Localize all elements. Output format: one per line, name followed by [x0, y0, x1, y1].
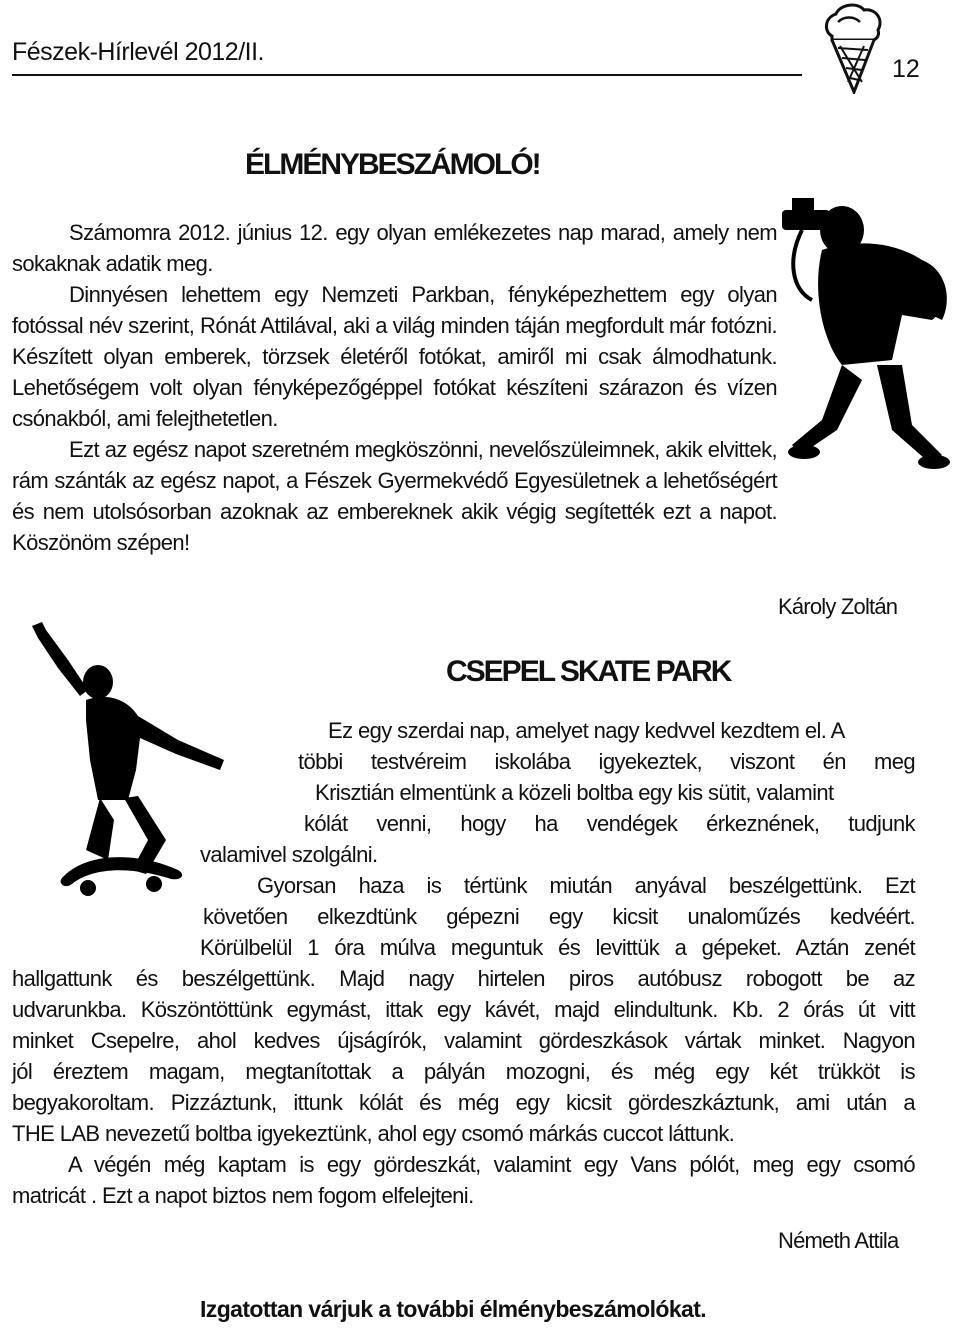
article-line: matricát . Ezt a napot biztos nem fogom elfelejteni.: [12, 1183, 474, 1208]
article-line: minket Csepelre, ahol kedves újságírók, valamint gördeszkások vártak minket. Nagyon: [12, 1028, 915, 1053]
article-line: Krisztián elmentünk a közeli boltba egy kis sütit, valamint: [315, 780, 834, 805]
article-line: udvarunkba. Köszöntöttünk egymást, ittak egy kávét, majd elindultunk. Kb. 2 órás út vitt: [12, 997, 915, 1022]
closing-note: Izgatottan várjuk a további élménybeszámolókat.: [200, 1296, 707, 1322]
article-line: valamivel szolgálni.: [200, 842, 378, 867]
article-paragraph: Ezt az egész napot szeretném megköszönni, nevelőszüleimnek, akik elvittek, rám szánták az egész napot, a Fészek Gyermekvédő Egyesületnek a lehetőségért és nem utolsósorban azoknak az embereknek akik végig segítették ezt a napot. Köszönöm szépen!: [12, 437, 777, 555]
article-paragraph: Dinnyésen lehettem egy Nemzeti Parkban, fényképezhettem egy olyan fotóssal név szerint, Rónát Attilával, aki a világ minden táján megfordult már fotózni. Készített olyan emberek, törzsek életéről fotókat, amiről mi csak álmodhatunk. Lehetőségem volt olyan fényképezőgéppel fotókat készíteni szárazon és vízen csónakból, ami felejthetetlen.: [12, 282, 777, 431]
article-author: Németh Attila: [778, 1228, 899, 1253]
article-paragraph: Számomra 2012. június 12. egy olyan emlékezetes nap marad, amely nem sokaknak adatik meg.: [12, 220, 777, 276]
article-author: Károly Zoltán: [778, 594, 898, 619]
article-line: Körülbelül 1 óra múlva meguntuk és levittük a gépeket. Aztán zenét: [200, 935, 915, 960]
ice-cream-cone-icon: [818, 2, 886, 94]
skateboarder-silhouette-icon: [28, 620, 228, 940]
article-line: követően elkezdtünk gépezni egy kicsit unaloműzés kedvéért.: [203, 904, 915, 929]
article-line: kólát venni, hogy ha vendégek érkeznének, tudjunk: [304, 811, 915, 836]
article-line: jól éreztem magam, megtanítottak a pályán mozogni, és még egy két trükköt is: [12, 1059, 915, 1084]
article-line: Gyorsan haza is tértünk miután anyával beszélgettünk. Ezt: [257, 873, 915, 898]
article-title: CSEPEL SKATE PARK: [446, 655, 731, 688]
article-line: THE LAB nevezetű boltba igyekeztünk, ahol egy csomó márkás cuccot láttunk.: [12, 1121, 735, 1146]
article-line: begyakoroltam. Pizzáztunk, ittunk kólát és még egy kicsit gördeszkáztunk, ami után a: [12, 1090, 915, 1115]
article-line: A végén még kaptam is egy gördeszkát, valamint egy Vans pólót, meg egy csomó: [68, 1152, 915, 1177]
newsletter-title: Fészek-Hírlevél 2012/II.: [12, 38, 264, 66]
header-divider: [12, 74, 802, 76]
article-line: Ez egy szerdai nap, amelyet nagy kedvvel kezdtem el. A: [328, 718, 845, 743]
article-line: többi testvéreim iskolába igyekeztek, viszont én meg: [298, 749, 915, 774]
article-title: ÉLMÉNYBESZÁMOLÓ!: [245, 148, 540, 181]
photographer-silhouette-icon: [782, 190, 952, 490]
article-body: [12, 217, 777, 558]
article-line: hallgattunk és beszélgettünk. Majd nagy hirtelen piros autóbusz robogott be az: [12, 966, 915, 991]
page-number: 12: [892, 55, 920, 83]
